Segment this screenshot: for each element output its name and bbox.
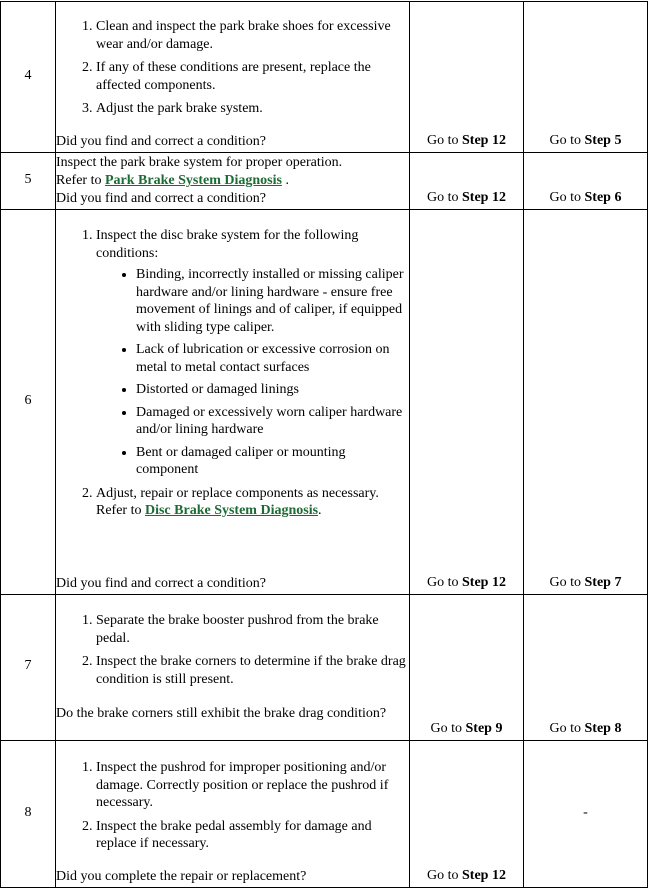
yes-step-link[interactable]: Step 12 [462, 868, 506, 883]
step-number: 4 [24, 68, 32, 83]
condition-list [96, 266, 408, 479]
yes-prefix: Go to [427, 868, 463, 883]
action-item: 1. Separate the brake booster pushrod from the brake pedal. [96, 612, 408, 647]
col-border [647, 1, 648, 888]
no-result [524, 721, 647, 737]
step-number: 8 [24, 805, 32, 820]
action-item [96, 485, 408, 520]
col-border [0, 1, 1, 888]
condition-item: • Distorted or damaged linings [136, 381, 408, 399]
refer-prefix: Refer to [56, 173, 105, 188]
action-cell [56, 227, 408, 526]
action-text: Inspect the disc brake system for the following conditions: [96, 228, 359, 261]
yes-result [410, 575, 523, 591]
action-cell [56, 612, 408, 694]
question: Did you find and correct a condition? [56, 576, 266, 591]
yes-step-link[interactable]: Step 12 [462, 190, 506, 205]
no-result: - [583, 805, 588, 820]
yes-prefix: Go to [427, 133, 463, 148]
disc-brake-diagnosis-link[interactable]: Disc Brake System Diagnosis [144, 503, 319, 518]
yes-result [410, 721, 523, 737]
action-item: 1. Inspect the pushrod for improper positioning and/or damage. Correctly position or replace the pushrod if necessary. [96, 759, 408, 812]
step-number: 6 [24, 393, 32, 408]
yes-prefix: Go to [427, 190, 463, 205]
action-text: Adjust, repair or replace components as necessary. Refer to [96, 485, 379, 518]
no-prefix: Go to [549, 190, 585, 205]
yes-result [410, 190, 523, 206]
action-cell [56, 18, 408, 124]
action-text: Inspect the park brake system for proper operation. [56, 155, 343, 170]
no-step-link[interactable]: Step 5 [584, 133, 622, 148]
action-suffix: . [318, 503, 322, 518]
question: Did you complete the repair or replacement? [56, 869, 307, 884]
no-prefix: Go to [549, 133, 585, 148]
action-list [56, 759, 408, 853]
question: Do the brake corners still exhibit the brake drag condition? [56, 706, 387, 721]
row-border [0, 1, 648, 2]
action-list [56, 18, 408, 118]
row-border [0, 152, 648, 153]
row-border [0, 740, 648, 741]
no-step-link[interactable]: Step 7 [584, 575, 622, 590]
no-prefix: Go to [549, 721, 585, 736]
condition-item: • Lack of lubrication or excessive corrosion on metal to metal contact surfaces [136, 341, 408, 376]
action-item: 3. Adjust the park brake system. [96, 100, 408, 118]
action-cell [56, 154, 408, 208]
yes-step-link[interactable]: Step 12 [462, 133, 506, 148]
yes-step-link[interactable]: Step 9 [465, 721, 503, 736]
yes-step-link[interactable]: Step 12 [462, 575, 506, 590]
yes-prefix: Go to [430, 721, 466, 736]
refer-line [56, 172, 408, 190]
action-list [56, 612, 408, 688]
row-border [0, 594, 648, 595]
no-prefix: Go to [549, 575, 585, 590]
no-step-link[interactable]: Step 6 [584, 190, 622, 205]
action-cell [56, 759, 408, 859]
question: Did you find and correct a condition? [56, 134, 266, 149]
action-item [96, 227, 408, 479]
action-list [56, 227, 408, 520]
no-result [524, 575, 647, 591]
action-item: 1. Clean and inspect the park brake shoes for excessive wear and/or damage. [96, 18, 408, 53]
question: Did you find and correct a condition? [56, 191, 266, 206]
park-brake-diagnosis-link[interactable]: Park Brake System Diagnosis [104, 173, 282, 188]
no-step-link[interactable]: Step 8 [584, 721, 622, 736]
no-result [524, 190, 647, 206]
row-border [0, 209, 648, 210]
action-item: 2. If any of these conditions are present, replace the affected components. [96, 59, 408, 94]
step-number: 7 [24, 658, 32, 673]
action-item: 2. Inspect the brake pedal assembly for damage and replace if necessary. [96, 818, 408, 853]
action-item: 2. Inspect the brake corners to determine if the brake drag condition is still present. [96, 653, 408, 688]
refer-suffix: . [281, 173, 289, 188]
no-result [524, 133, 647, 149]
yes-result [410, 133, 523, 149]
condition-item: • Bent or damaged caliper or mounting component [136, 444, 408, 479]
yes-prefix: Go to [427, 575, 463, 590]
yes-result [410, 868, 523, 884]
step-number: 5 [24, 172, 32, 187]
condition-item: • Damaged or excessively worn caliper hardware and/or lining hardware [136, 404, 408, 439]
condition-item: • Binding, incorrectly installed or missing caliper hardware and/or lining hardware - ensure free movement of linings and of caliper, if equipped with sliding type caliper. [136, 266, 408, 336]
row-border [0, 887, 648, 888]
